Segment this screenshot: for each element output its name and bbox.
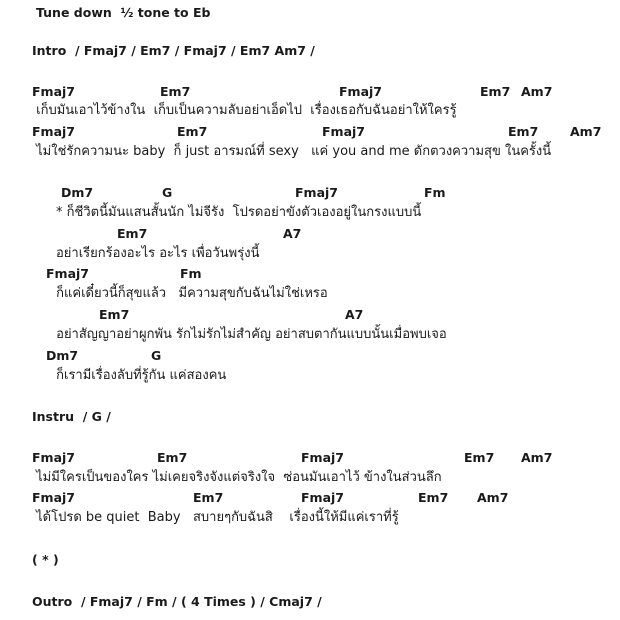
chord-em7: Em7 bbox=[99, 307, 130, 322]
lyric-line: ไม่มีใครเป็นของใคร ไม่เคยจริงจังแต่จริงใจ ซ่อนมันเอาไว้ ข้างในส่วนลึก bbox=[32, 470, 442, 485]
lyric-line: ก็แค่เดี๋ยวนี้ก็สุขแล้ว มีความสุขกับฉันไม่ใช่เหรอ bbox=[52, 286, 328, 301]
lyric-line: * ก็ชีวิตนี้มันแสนสั้นนัก ไม่จีรัง โปรดอย่าขังตัวเองอยู่ในกรงแบบนี้ bbox=[56, 205, 422, 220]
chord-row bbox=[0, 266, 620, 282]
chord-fm: Fm bbox=[424, 185, 446, 200]
chord-row bbox=[0, 84, 620, 100]
chord-fmaj7: Fmaj7 bbox=[32, 450, 75, 465]
chord-am7: Am7 bbox=[477, 490, 509, 505]
chord-em7: Em7 bbox=[508, 124, 539, 139]
chord-a7: A7 bbox=[283, 226, 302, 241]
chord-em7: Em7 bbox=[193, 490, 224, 505]
lyric-line: ไม่ใช่รักความนะ baby ก็ just อารมณ์ที่ sexy แค่ you and me ดักตวงความสุข ในครั้งนี้ bbox=[32, 144, 552, 159]
chord-fmaj7: Fmaj7 bbox=[32, 84, 75, 99]
chord-fmaj7: Fmaj7 bbox=[46, 266, 89, 281]
chord-dm7: Dm7 bbox=[61, 185, 94, 200]
chord-row bbox=[0, 185, 620, 201]
chord-row bbox=[0, 124, 620, 140]
chord-em7: Em7 bbox=[177, 124, 208, 139]
chord-row bbox=[0, 226, 620, 242]
chord-fm: Fm bbox=[180, 266, 202, 281]
chord-fmaj7: Fmaj7 bbox=[295, 185, 338, 200]
tuning-note: Tune down ½ tone to Eb bbox=[36, 5, 211, 20]
lyric-line: เก็บมันเอาไว้ข้างใน เก็บเป็นความลับอย่าเอ็ดไป เรื่องเธอกับฉันอย่าให้ใครรู้ bbox=[32, 103, 457, 118]
outro-line: Outro / Fmaj7 / Fm / ( 4 Times ) / Cmaj7 / bbox=[32, 594, 322, 609]
chord-em7: Em7 bbox=[157, 450, 188, 465]
lyric-line: ก็เรามีเรื่องลับที่รู้กัน แค่สองคน bbox=[52, 368, 227, 383]
chord-dm7: Dm7 bbox=[46, 348, 79, 363]
chord-em7: Em7 bbox=[464, 450, 495, 465]
lyric-line: ได้โปรด be quiet Baby สบายๆกับฉันสิ เรื่องนี้ให้มีแค่เราที่รู้ bbox=[32, 510, 399, 525]
chord-a7: A7 bbox=[345, 307, 364, 322]
chord-fmaj7: Fmaj7 bbox=[32, 124, 75, 139]
chord-am7: Am7 bbox=[521, 84, 553, 99]
chord-fmaj7: Fmaj7 bbox=[301, 490, 344, 505]
lyric-line: อย่าสัญญาอย่าผูกพัน รักไม่รักไม่สำคัญ อย่าสบตากันแบบนั้นเมื่อพบเจอ bbox=[52, 327, 447, 342]
instru-line: Instru / G / bbox=[32, 409, 111, 424]
chord-fmaj7: Fmaj7 bbox=[339, 84, 382, 99]
chord-em7: Em7 bbox=[117, 226, 148, 241]
chord-g: G bbox=[151, 348, 162, 363]
chord-fmaj7: Fmaj7 bbox=[32, 490, 75, 505]
intro-line: Intro / Fmaj7 / Em7 / Fmaj7 / Em7 Am7 / bbox=[32, 43, 315, 58]
chord-em7: Em7 bbox=[160, 84, 191, 99]
chord-row bbox=[0, 348, 620, 364]
chord-row bbox=[0, 490, 620, 506]
chord-g: G bbox=[162, 185, 173, 200]
chord-em7: Em7 bbox=[418, 490, 449, 505]
chord-em7: Em7 bbox=[480, 84, 511, 99]
chord-am7: Am7 bbox=[570, 124, 602, 139]
chord-row bbox=[0, 307, 620, 323]
chord-row bbox=[0, 450, 620, 466]
chord-fmaj7: Fmaj7 bbox=[322, 124, 365, 139]
lyric-line: อย่าเรียกร้องอะไร อะไร เพื่อวันพรุ่งนี้ bbox=[56, 246, 260, 261]
chorus-repeat-marker: ( * ) bbox=[32, 552, 59, 567]
chord-am7: Am7 bbox=[521, 450, 553, 465]
chord-fmaj7: Fmaj7 bbox=[301, 450, 344, 465]
